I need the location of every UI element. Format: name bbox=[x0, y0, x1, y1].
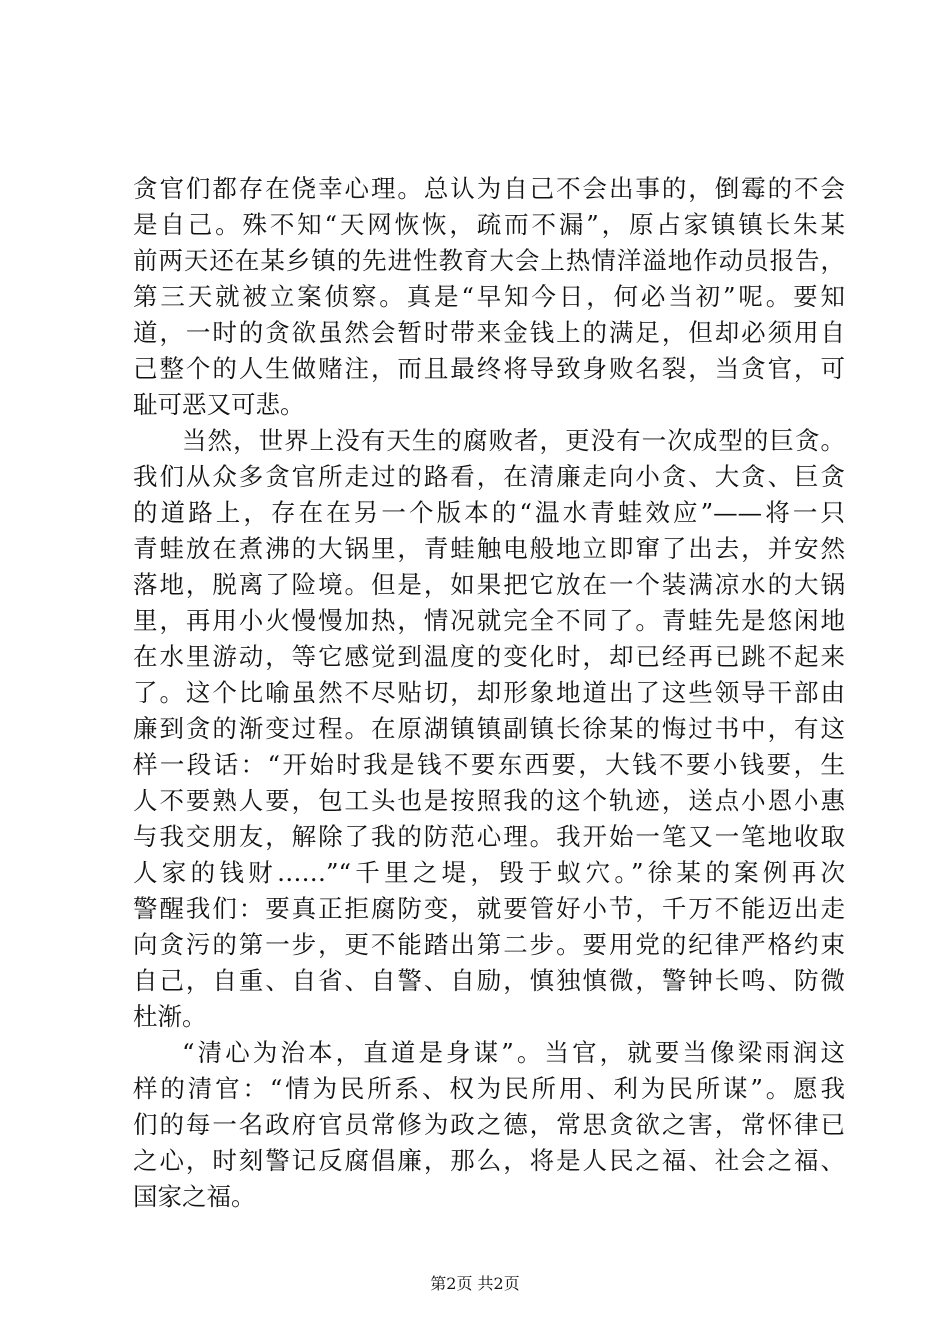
body-text-line: 们的每一名政府官员常修为政之德，常思贪欲之害，常怀律已 bbox=[133, 1110, 845, 1139]
page-number-footer: 第2页 共2页 bbox=[430, 1274, 520, 1293]
body-text-line: 向贪污的第一步，更不能踏出第二步。要用党的纪律严格约束 bbox=[133, 930, 845, 959]
body-text-line: 第三天就被立案侦察。真是“早知今日，何必当初”呢。要知 bbox=[133, 282, 845, 311]
body-text-line: 是自己。殊不知“天网恢恢，疏而不漏”，原占家镇镇长朱某 bbox=[133, 210, 845, 239]
body-text-line: 己整个的人生做赌注，而且最终将导致身败名裂，当贪官，可 bbox=[133, 354, 845, 383]
body-text-line: 贪官们都存在侥幸心理。总认为自己不会出事的，倒霉的不会 bbox=[133, 174, 845, 203]
body-text-line: 廉到贪的渐变过程。在原湖镇镇副镇长徐某的悔过书中，有这 bbox=[133, 714, 845, 743]
body-text-line: 样的清官：“情为民所系、权为民所用、利为民所谋”。愿我 bbox=[133, 1074, 845, 1103]
body-text-line: 道，一时的贪欲虽然会暂时带来金钱上的满足，但却必须用自 bbox=[133, 318, 845, 347]
body-text-line: 我们从众多贪官所走过的路看，在清廉走向小贪、大贪、巨贪 bbox=[133, 462, 845, 491]
body-text-line: 与我交朋友，解除了我的防范心理。我开始一笔又一笔地收取 bbox=[133, 822, 845, 851]
body-text-line: 自己，自重、自省、自警、自励，慎独慎微，警钟长鸣、防微 bbox=[133, 966, 845, 995]
body-text-line: 的道路上，存在在另一个版本的“温水青蛙效应”——将一只 bbox=[133, 498, 845, 527]
body-text-line: 人不要熟人要，包工头也是按照我的这个轨迹，送点小恩小惠 bbox=[133, 786, 845, 815]
paragraph-start-line: “清心为治本，直道是身谋”。当官，就要当像梁雨润这 bbox=[182, 1038, 845, 1067]
paragraph-start-line: 当然，世界上没有天生的腐败者，更没有一次成型的巨贪。 bbox=[182, 426, 845, 455]
body-text-line: 落地，脱离了险境。但是，如果把它放在一个装满凉水的大锅 bbox=[133, 570, 845, 599]
body-text-line: 之心，时刻警记反腐倡廉，那么，将是人民之福、社会之福、 bbox=[133, 1146, 845, 1175]
body-text-line: 了。这个比喻虽然不尽贴切，却形象地道出了这些领导干部由 bbox=[133, 678, 845, 707]
body-text-line: 耻可恶又可悲。 bbox=[133, 390, 305, 419]
body-text-line: 在水里游动，等它感觉到温度的变化时，却已经再已跳不起来 bbox=[133, 642, 845, 671]
body-text-line: 青蛙放在煮沸的大锅里，青蛙触电般地立即窜了出去，并安然 bbox=[133, 534, 845, 563]
document-body bbox=[133, 171, 845, 1215]
body-text-line: 前两天还在某乡镇的先进性教育大会上热情洋溢地作动员报告， bbox=[133, 246, 845, 275]
body-text-line: 人家的钱财……”“千里之堤，毁于蚁穴。”徐某的案例再次 bbox=[133, 858, 845, 887]
body-text-line: 警醒我们：要真正拒腐防变，就要管好小节，千万不能迈出走 bbox=[133, 894, 845, 923]
body-text-line: 国家之福。 bbox=[133, 1182, 256, 1211]
body-text-line: 样一段话：“开始时我是钱不要东西要，大钱不要小钱要，生 bbox=[133, 750, 845, 779]
body-text-line: 里，再用小火慢慢加热，情况就完全不同了。青蛙先是悠闲地 bbox=[133, 606, 845, 635]
body-text-line: 杜渐。 bbox=[133, 1002, 207, 1031]
